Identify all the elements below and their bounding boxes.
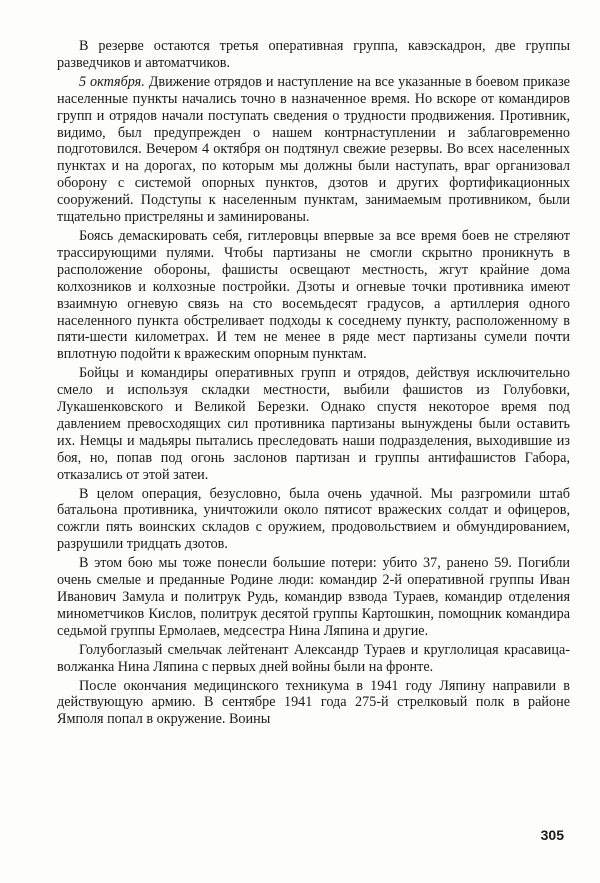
paragraph-6-text: В этом бою мы тоже понесли большие потери: убито 37, ранено 59. Погибли очень смелые и преданные Родине люди: командир 2-й оперативной группы Иван Иванович Замула и политрук Рудь, командир взвода Тураев, командир отделения минометчиков Кислов, политрук десятой группы Картошкин, помощник командира седьмой группы Ермолаев, медсестра Нина Ляпина и другие.: [57, 555, 570, 639]
paragraph-4-text: Бойцы и командиры оперативных групп и отрядов, действуя исключительно смело и используя складки местности, выбили фашистов из Голубовки, Лукашенковского и Великой Березки. Однако спустя некоторое время под давлением превосходящих сил противника партизаны вынуждены были оставить их. Немцы и мадьяры пытались преследовать наши подразделения, выходившие из боя, но, попав под огонь заслонов партизан и группы антифашистов Габора, отказались от этой затеи.: [57, 365, 570, 483]
paragraph-1: [57, 38, 570, 72]
page-number: 305: [540, 827, 564, 843]
date-lead: 5 октября.: [79, 73, 145, 90]
paragraph-2: [57, 74, 570, 226]
paragraph-7: [57, 642, 570, 676]
paragraph-8: [57, 678, 570, 729]
paragraph-4: [57, 365, 570, 483]
paragraph-5: [57, 486, 570, 554]
paragraph-5-text: В целом операция, безусловно, была очень удачной. Мы разгромили штаб батальона противника, уничтожили около пятисот вражеских солдат и офицеров, сожгли пять воинских складов с оружием, продовольствием и обмундированием, разрушили тридцать дзотов.: [57, 485, 570, 553]
paragraph-7-text: Голубоглазый смельчак лейтенант Александр Тураев и круглолицая красавица-волжанка Нина Ляпина с первых дней войны были на фронте.: [57, 641, 570, 675]
paragraph-1-text: В резерве остаются третья оперативная группа, кавэскадрон, две группы разведчиков и автоматчиков.: [57, 38, 570, 71]
paragraph-6: [57, 555, 570, 640]
paragraph-8-text: После окончания медицинского техникума в 1941 году Ляпину направили в действующую армию. В сентябре 1941 года 275-й стрелковый полк в районе Ямполя попал в окружение. Воины: [57, 677, 570, 728]
body-text: [57, 38, 570, 730]
paragraph-2-text: Движение отрядов и наступление на все указанные в боевом приказе населенные пункты начались точно в назначенное время. Но вскоре от командиров групп и отрядов начали поступать сведения о трудности продвижения. Противник, видимо, был предупрежден о нашем контрнаступлении и заблаговременно подготовился. Вечером 4 октября он подтянул свежие резервы. Во всех населенных пунктах и на дорогах, по которым мы должны были наступать, враг организовал оборону с системой опорных пунктов, дзотов и других фортификационных сооружений. Подступы к населенным пунктам, занимаемым противником, были тщательно пристреляны и заминированы.: [57, 73, 570, 226]
paragraph-3: [57, 228, 570, 363]
paragraph-3-text: Боясь демаскировать себя, гитлеровцы впервые за все время боев не стреляют трассирующими пулями. Чтобы партизаны не смогли скрытно проникнуть в расположение обороны, фашисты освещают местность, жгут крайние дома колхозников и колхозные постройки. Дзоты и огневые точки противника имеют взаимную огневую связь на сто восемьдесят градусов, а артиллерия одного населенного пункта обстреливает подходы к соседнему пункту, расположенному в пяти-шести километрах. И тем не менее в ряде мест партизаны сумели почти вплотную подойти к вражеским опорным пунктам.: [57, 227, 570, 363]
